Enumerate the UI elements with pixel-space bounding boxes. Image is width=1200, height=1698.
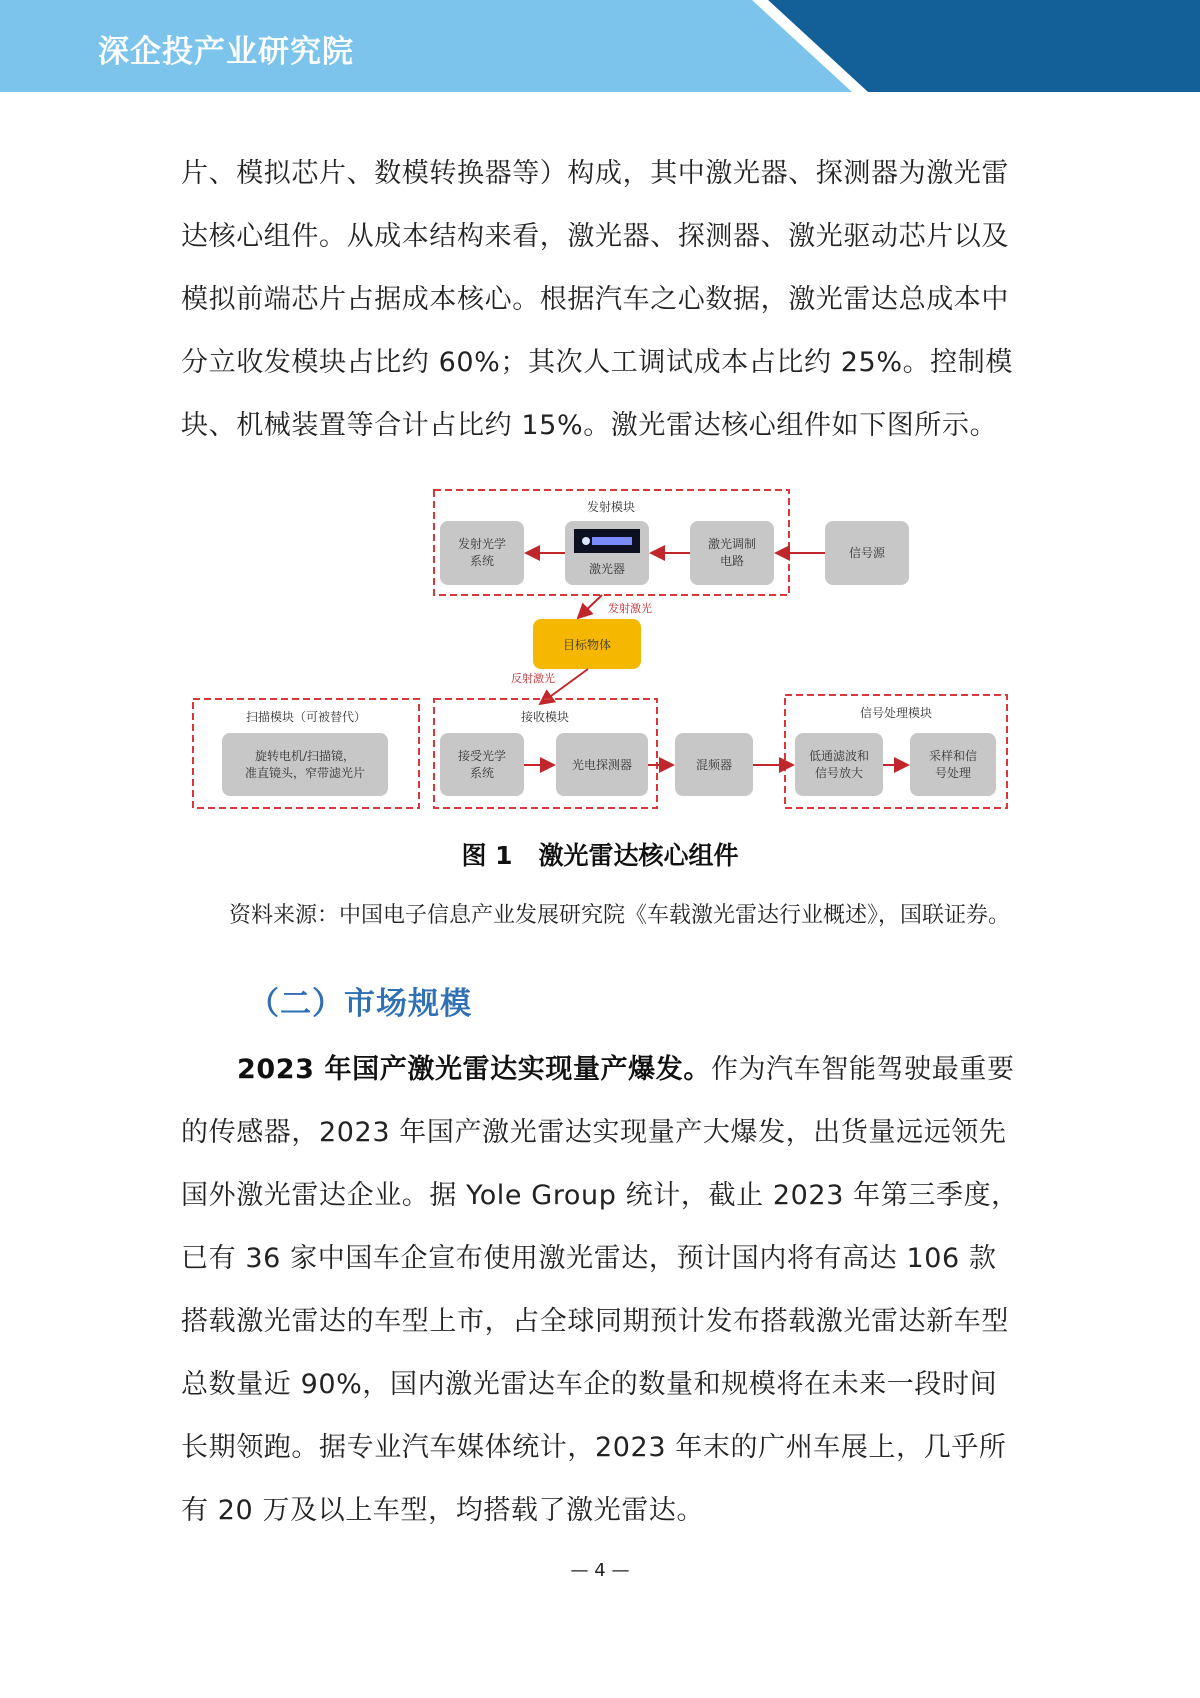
arrow-emitted [578, 595, 602, 618]
reflected-laser-label: 反射激光 [511, 672, 555, 685]
transmit-optics-line1: 发射光学 [457, 537, 507, 551]
receive-module-label: 接收模块 [520, 710, 570, 724]
market-paragraph [181, 1038, 1021, 1542]
scan-content-box [222, 733, 388, 796]
sampling-line1: 采样和信 [928, 749, 978, 763]
receive-optics-line2: 系统 [469, 766, 495, 780]
receive-optics-line1: 接受光学 [457, 749, 507, 763]
scan-content-line1: 旋转电机/扫描镜， [254, 749, 356, 763]
figure-caption [0, 836, 1200, 872]
sampling-box [910, 733, 996, 796]
signal-processing-label: 信号处理模块 [859, 706, 933, 720]
scan-module-label: 扫描模块（可被替代） [245, 710, 367, 724]
figure-number: 图 1 [461, 841, 513, 870]
lidar-component-diagram [190, 485, 1010, 815]
photodetector-label: 光电探测器 [571, 758, 633, 772]
target-label: 目标物体 [562, 638, 612, 652]
sampling-line2: 号处理 [934, 766, 972, 780]
section-title: （二）市场规模 [248, 986, 472, 1022]
laser-modulation-box [690, 521, 774, 585]
source-note: 资料来源：中国电子信息产业发展研究院《车载激光雷达行业概述》，国联证券。 [229, 903, 1011, 928]
page-number: — 4 — [570, 1560, 630, 1581]
transmit-optics-box [440, 521, 524, 585]
lowpass-line2: 信号放大 [814, 766, 864, 780]
receive-optics-box [440, 733, 524, 796]
intro-paragraph: 片、模拟芯片、数模转换器等）构成，其中激光器、探测器为激光雷达核心组件。从成本结构来看，激光器、探测器、激光驱动芯片以及模拟前端芯片占据成本核心。根据汽车之心数据，激光雷达总成本中分立收发模块占比约 60%；其次人工调试成本占比约 25%。控制模块、机械装置等合计占比约 15%。激光雷达核心组件如下图所示。 [181, 158, 1013, 441]
laser-beam [592, 537, 632, 545]
emitted-laser-label: 发射激光 [608, 602, 652, 615]
signal-source-label: 信号源 [848, 546, 886, 560]
transmit-optics-line2: 系统 [469, 554, 495, 568]
laser-beam-dot [582, 537, 590, 545]
laser-modulation-line1: 激光调制 [707, 537, 757, 551]
mixer-label: 混频器 [695, 758, 733, 772]
scan-content-line2: 准直镜头，窄带滤光片 [244, 766, 366, 780]
header-title: 深企投产业研究院 [98, 34, 354, 70]
laser-modulation-line2: 电路 [719, 554, 745, 568]
laser-label: 激光器 [588, 562, 626, 576]
market-text: 作为汽车智能驾驶最重要的传感器，2023 年国产激光雷达实现量产大爆发，出货量远远领先国外激光雷达企业。据 Yole Group 统计，截止 2023 年第三季度，已有 36 家中国车企宣布使用激光雷达，预计国内将有高达 106 款搭载激光雷达的车型上市，占全球同期预计发布搭载激光雷达新车型总数量近 90%，国内激光雷达车企的数量和规模将在未来一段时间长期领跑。据专业汽车媒体统计，2023 年末的广州车展上，几乎所有 20 万及以上车型，均搭载了激光雷达。 [181, 1054, 1019, 1526]
transmit-module-label: 发射模块 [586, 500, 636, 514]
market-lead: 2023 年国产激光雷达实现量产爆发。 [237, 1054, 711, 1085]
figure-title: 激光雷达核心组件 [538, 841, 739, 870]
lowpass-line1: 低通滤波和 [808, 749, 870, 763]
lowpass-box [795, 733, 883, 796]
